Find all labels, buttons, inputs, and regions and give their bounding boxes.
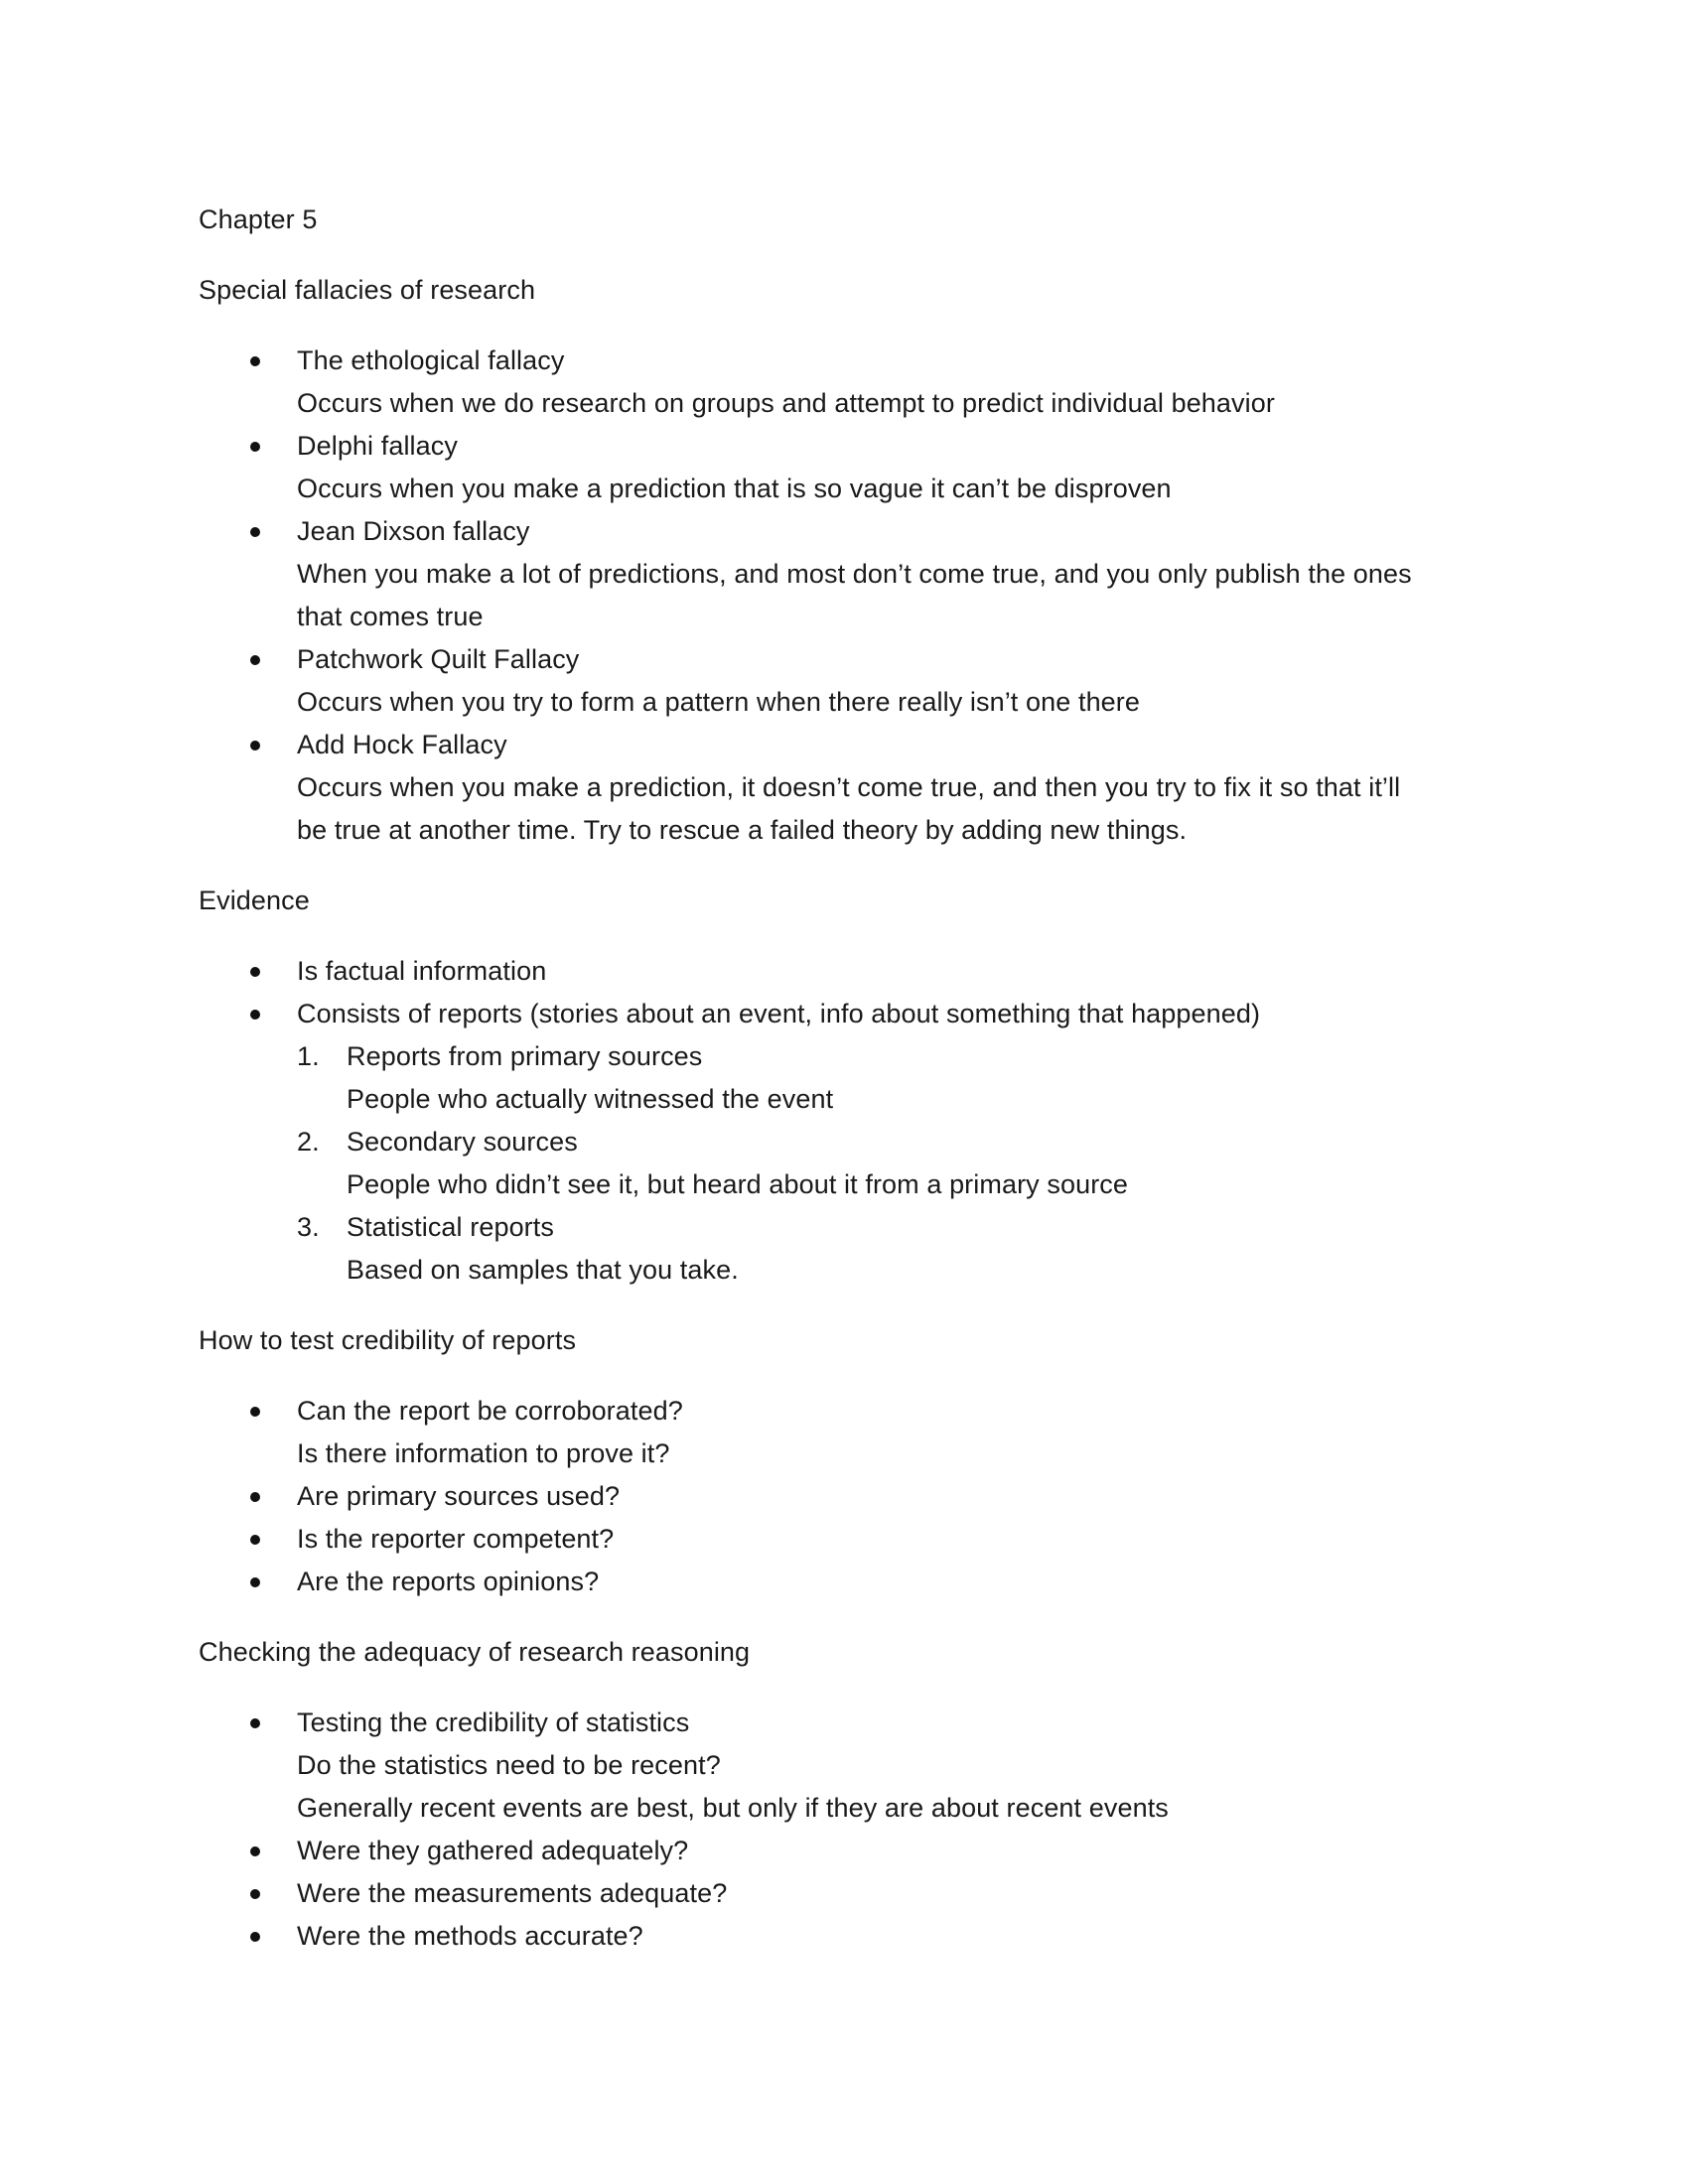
list-item: [199, 950, 1489, 993]
adequacy-list: [199, 1702, 1489, 1958]
item-detail: that comes true: [297, 602, 484, 631]
item-title: Add Hock Fallacy: [297, 730, 507, 759]
item-detail: Generally recent events are best, but only if they are about recent events: [297, 1793, 1169, 1823]
item-detail: Occurs when you make a prediction that is so vague it can’t be disproven: [297, 474, 1172, 503]
list-item: [199, 993, 1489, 1292]
bullet-icon: [250, 1932, 260, 1942]
subitem-detail: People who didn’t see it, but heard about it from a primary source: [347, 1169, 1129, 1199]
item-detail: Occurs when you make a prediction, it doesn’t come true, and then you try to fix it so that it’ll: [297, 772, 1401, 802]
item-number: 2.: [297, 1127, 320, 1157]
item-title: Consists of reports (stories about an event, info about something that happened): [297, 999, 1261, 1028]
item-detail: Is there information to prove it?: [297, 1438, 670, 1468]
bullet-icon: [250, 1577, 260, 1587]
item-detail: When you make a lot of predictions, and most don’t come true, and you only publish the ones: [297, 559, 1412, 589]
bullet-icon: [250, 1010, 260, 1020]
section-heading-evidence: Evidence: [199, 886, 310, 915]
document-body: [199, 199, 1489, 1985]
list-item: [199, 1475, 1489, 1518]
bullet-icon: [250, 967, 260, 977]
item-number: 1.: [297, 1041, 320, 1071]
bullet-icon: [250, 741, 260, 751]
bullet-icon: [250, 527, 260, 537]
list-item: [199, 1561, 1489, 1603]
item-detail: be true at another time. Try to rescue a failed theory by adding new things.: [297, 815, 1188, 845]
item-title: Is the reporter competent?: [297, 1524, 615, 1554]
bullet-icon: [250, 1889, 260, 1899]
list-item: [199, 340, 1489, 425]
subitem-title: Reports from primary sources: [347, 1041, 703, 1071]
list-item: [199, 1390, 1489, 1475]
bullet-icon: [250, 442, 260, 452]
report-types-list: [297, 1035, 1489, 1292]
credibility-list: [199, 1390, 1489, 1603]
chapter-heading: Chapter 5: [199, 205, 318, 234]
item-title: Is factual information: [297, 956, 547, 986]
list-item: [199, 510, 1489, 638]
bullet-icon: [250, 1535, 260, 1545]
item-number: 3.: [297, 1212, 320, 1242]
item-title: Were the measurements adequate?: [297, 1878, 728, 1908]
subitem-title: Statistical reports: [347, 1212, 554, 1242]
item-title: Can the report be corroborated?: [297, 1396, 683, 1426]
item-title: Were they gathered adequately?: [297, 1836, 689, 1865]
item-title: Patchwork Quilt Fallacy: [297, 644, 580, 674]
list-item: [199, 1872, 1489, 1915]
list-item: [199, 1702, 1489, 1830]
numbered-item: [297, 1206, 1489, 1292]
item-detail: Do the statistics need to be recent?: [297, 1750, 721, 1780]
item-title: Are the reports opinions?: [297, 1567, 600, 1596]
list-item: [199, 1915, 1489, 1958]
item-title: Delphi fallacy: [297, 431, 458, 461]
item-title: Jean Dixson fallacy: [297, 516, 530, 546]
section-heading-adequacy: Checking the adequacy of research reasoning: [199, 1637, 751, 1667]
fallacies-list: [199, 340, 1489, 852]
list-item: [199, 724, 1489, 852]
item-title: Are primary sources used?: [297, 1481, 621, 1511]
numbered-item: [297, 1035, 1489, 1121]
section-heading-credibility: How to test credibility of reports: [199, 1325, 577, 1355]
list-item: [199, 638, 1489, 724]
list-item: [199, 425, 1489, 510]
bullet-icon: [250, 1492, 260, 1502]
subitem-title: Secondary sources: [347, 1127, 578, 1157]
section-heading-fallacies: Special fallacies of research: [199, 275, 536, 305]
bullet-icon: [250, 1846, 260, 1856]
item-title: Testing the credibility of statistics: [297, 1707, 690, 1737]
subitem-detail: Based on samples that you take.: [347, 1255, 739, 1285]
evidence-list: [199, 950, 1489, 1292]
subitem-detail: People who actually witnessed the event: [347, 1084, 834, 1114]
bullet-icon: [250, 1718, 260, 1728]
item-title: The ethological fallacy: [297, 345, 565, 375]
list-item: [199, 1518, 1489, 1561]
item-detail: Occurs when we do research on groups and attempt to predict individual behavior: [297, 388, 1275, 418]
numbered-item: [297, 1121, 1489, 1206]
bullet-icon: [250, 655, 260, 665]
item-detail: Occurs when you try to form a pattern when there really isn’t one there: [297, 687, 1141, 717]
list-item: [199, 1830, 1489, 1872]
item-title: Were the methods accurate?: [297, 1921, 643, 1951]
bullet-icon: [250, 1407, 260, 1417]
bullet-icon: [250, 356, 260, 366]
